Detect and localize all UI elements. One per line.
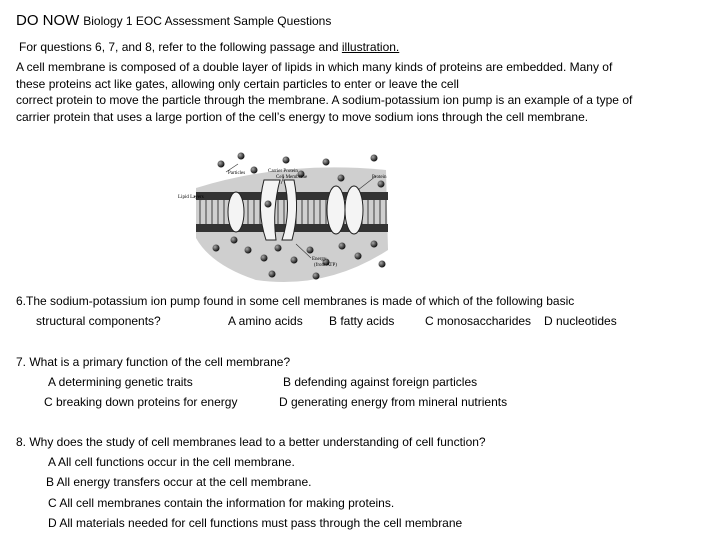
intro-line (19, 40, 399, 54)
passage-line: A cell membrane is composed of a double layer of lipids in which many kinds of proteins are embedded. Many of (16, 60, 613, 74)
label-carrier-protein: Carrier Protein (268, 169, 298, 174)
label-from-atp: (from ATP) (314, 263, 337, 268)
illustration-link: illustration. (341, 40, 400, 54)
question-7-option-b: B defending against foreign particles (283, 375, 478, 389)
passage-line: carrier protein that uses a large portion of the cell’s energy to move sodium ions through the cell membrane. (16, 109, 589, 124)
label-lipid-layers: Lipid Layers (178, 195, 204, 200)
label-energy: Energy (312, 257, 327, 262)
question-8-option-a: A All cell functions occur in the cell membrane. (48, 455, 295, 469)
cell-membrane-diagram (176, 140, 396, 290)
do-now-heading: DO NOW (16, 12, 80, 29)
question-6-option-d: D nucleotides (544, 314, 617, 328)
label-protein: Protein (372, 175, 387, 180)
membrane-illustration (176, 140, 396, 290)
question-7-option-c: C breaking down proteins for energy (44, 395, 238, 409)
label-particles: Particles (228, 171, 246, 176)
question-6-option-b: B fatty acids (329, 314, 395, 328)
question-8-option-b: B All energy transfers occur at the cell membrane. (46, 475, 312, 489)
label-cell-membrane: Cell Membrane (276, 175, 308, 180)
question-7-stem: 7. What is a primary function of the cell membrane? (16, 355, 291, 369)
passage-line: correct protein to move the particle through the membrane. A sodium-potassium ion pump is an example of a type of (16, 93, 633, 107)
intro-text: For questions 6, 7, and 8, refer to the following passage and (19, 40, 339, 54)
passage (16, 59, 708, 125)
question-6-stem-cont: structural components? (36, 314, 161, 328)
subtitle: Biology 1 EOC Assessment Sample Questions (83, 14, 332, 28)
passage-line: these proteins act like gates, allowing only certain particles to enter or leave the cell (16, 76, 459, 91)
question-6-stem: 6.The sodium-potassium ion pump found in some cell membranes is made of which of the following basic (16, 294, 575, 308)
question-8-stem: 8. Why does the study of cell membranes lead to a better understanding of cell function? (16, 435, 486, 449)
page-title (16, 12, 331, 29)
question-8-option-c: C All cell membranes contain the information for making proteins. (48, 496, 395, 510)
question-7-option-a: A determining genetic traits (48, 375, 193, 389)
question-7-option-d: D generating energy from mineral nutrients (279, 395, 508, 409)
question-8-option-d: D All materials needed for cell functions must pass through the cell membrane (48, 516, 463, 530)
question-6-option-c: C monosaccharides (425, 314, 532, 328)
question-6-option-a: A amino acids (228, 314, 303, 328)
